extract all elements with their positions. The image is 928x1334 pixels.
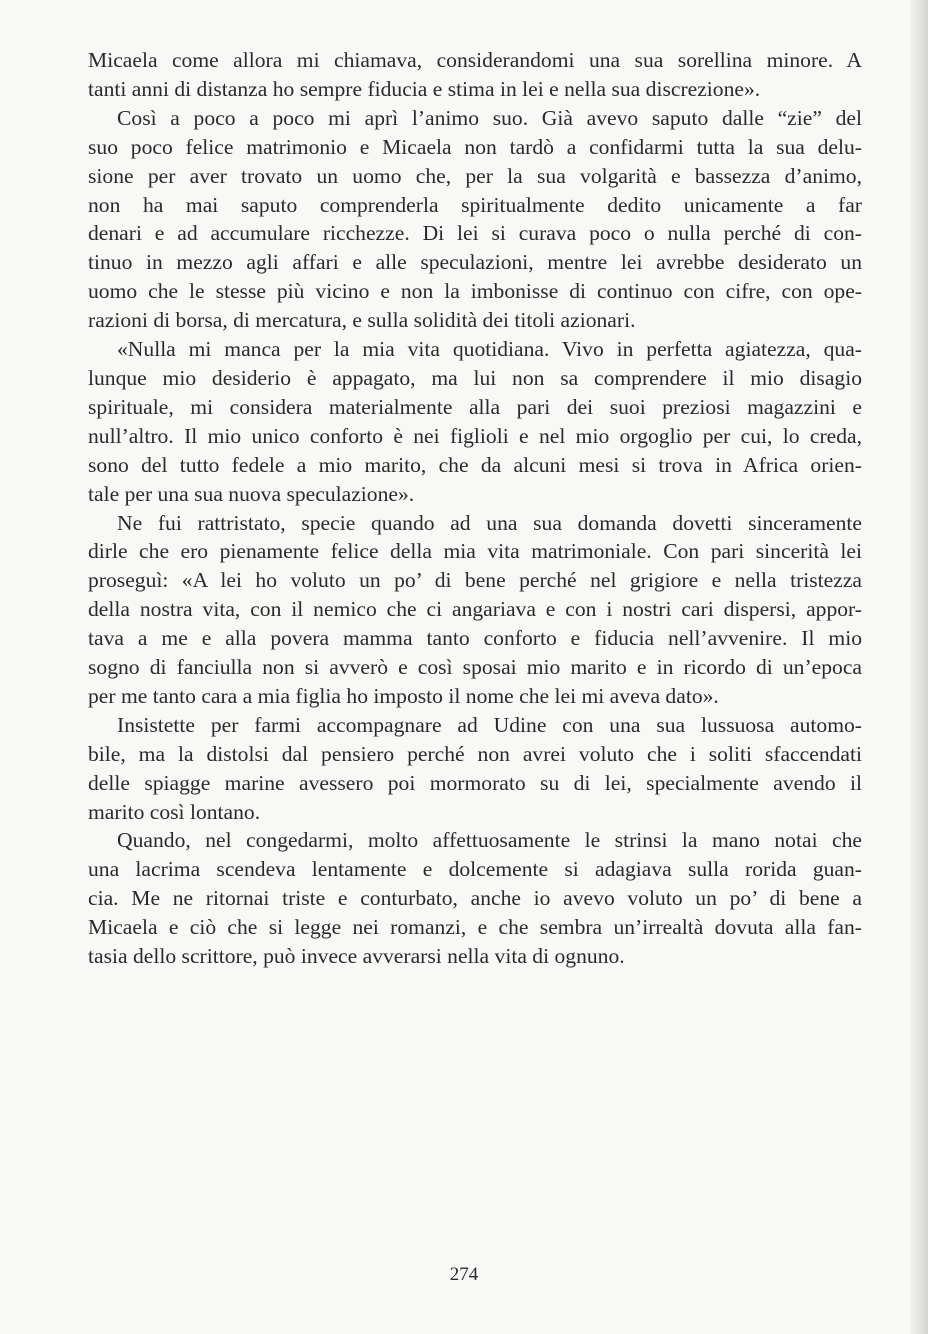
- text-line: spirituale, mi considera materialmente alla pari dei suoi preziosi magazzini e: [88, 394, 862, 419]
- text-line: razioni di borsa, di mercatura, e sulla solidità dei titoli azionari.: [88, 308, 636, 333]
- page-number: 274: [449, 1264, 479, 1285]
- text-line: proseguì: «A lei ho voluto un po’ di bene perché nel grigiore e nella tristezza: [88, 568, 862, 593]
- page-edge-shadow: [910, 0, 928, 1334]
- text-line: della nostra vita, con il nemico che ci angariava e con i nostri cari dispersi, appor-: [88, 597, 862, 622]
- text-line: una lacrima scendeva lentamente e dolcemente si adagiava sulla rorida guan-: [88, 857, 862, 882]
- text-line: sogno di fanciulla non si avverò e così sposai mio marito e in ricordo di un’epoca: [88, 655, 862, 680]
- text-line: tanti anni di distanza ho sempre fiducia e stima in lei e nella sua discrezione».: [88, 76, 761, 101]
- text-line: Ne fui rattristato, specie quando ad una sua domanda dovetti sinceramente: [117, 510, 862, 535]
- text-line: tinuo in mezzo agli affari e alle speculazioni, mentre lei avrebbe desiderato un: [88, 250, 862, 275]
- paragraph-1: [88, 46, 862, 104]
- text-line: null’altro. Il mio unico conforto è nei figlioli e nel mio orgoglio per cui, lo creda,: [88, 423, 862, 448]
- text-line: per me tanto cara a mia figlia ho imposto il nome che lei mi aveva dato».: [88, 683, 719, 708]
- text-line: «Nulla mi manca per la mia vita quotidiana. Vivo in perfetta agiatezza, qua-: [117, 337, 862, 362]
- text-line: Micaela come allora mi chiamava, considerandomi una sua sorellina minore. A: [88, 48, 862, 72]
- text-line: sono del tutto fedele a mio marito, che da alcuni mesi si trova in Africa orien-: [88, 452, 862, 477]
- text-line: tasia dello scrittore, può invece avverarsi nella vita di ognuno.: [88, 944, 625, 969]
- text-line: cia. Me ne ritornai triste e conturbato, anche io avevo voluto un po’ di bene a: [88, 886, 862, 911]
- paragraph-5: [88, 711, 862, 827]
- text-line: tava a me e alla povera mamma tanto conforto e fiducia nell’avvenire. Il mio: [88, 626, 862, 651]
- paragraph-4: [88, 509, 862, 711]
- text-line: sione per aver trovato un uomo che, per la sua volgarità e bassezza d’animo,: [88, 163, 862, 188]
- text-line: Micaela e ciò che si legge nei romanzi, e che sembra un’irrealtà dovuta alla fan-: [88, 915, 862, 940]
- text-line: delle spiagge marine avessero poi mormorato su di lei, specialmente avendo il: [88, 770, 862, 795]
- text-line: non ha mai saputo comprenderla spiritualmente dedito unicamente a far: [88, 192, 862, 217]
- paragraph-6: [88, 826, 862, 971]
- text-line: lunque mio desiderio è appagato, ma lui non sa comprendere il mio disagio: [88, 365, 862, 390]
- paragraph-2: [88, 104, 862, 335]
- text-line: uomo che le stesse più vicino e non la imbonisse di continuo con cifre, con ope-: [88, 279, 862, 304]
- paragraph-3: [88, 335, 862, 508]
- text-line: Così a poco a poco mi aprì l’animo suo. Già avevo saputo dalle “zie” del: [117, 105, 862, 130]
- text-line: tale per una sua nuova speculazione».: [88, 481, 415, 506]
- body-text: [88, 46, 862, 971]
- text-line: dirle che ero pienamente felice della mia vita matrimoniale. Con pari sincerità lei: [88, 539, 862, 564]
- text-line: denari e ad accumulare ricchezze. Di lei si curava poco o nulla perché di con-: [88, 221, 862, 246]
- text-line: bile, ma la distolsi dal pensiero perché non avrei voluto che i soliti sfaccendati: [88, 741, 862, 766]
- text-line: Quando, nel congedarmi, molto affettuosamente le strinsi la mano notai che: [117, 828, 862, 853]
- text-line: marito così lontano.: [88, 799, 261, 824]
- text-line: Insistette per farmi accompagnare ad Udine con una sua lussuosa automo-: [117, 712, 862, 737]
- text-line: suo poco felice matrimonio e Micaela non tardò a confidarmi tutta la sua delu-: [88, 134, 862, 159]
